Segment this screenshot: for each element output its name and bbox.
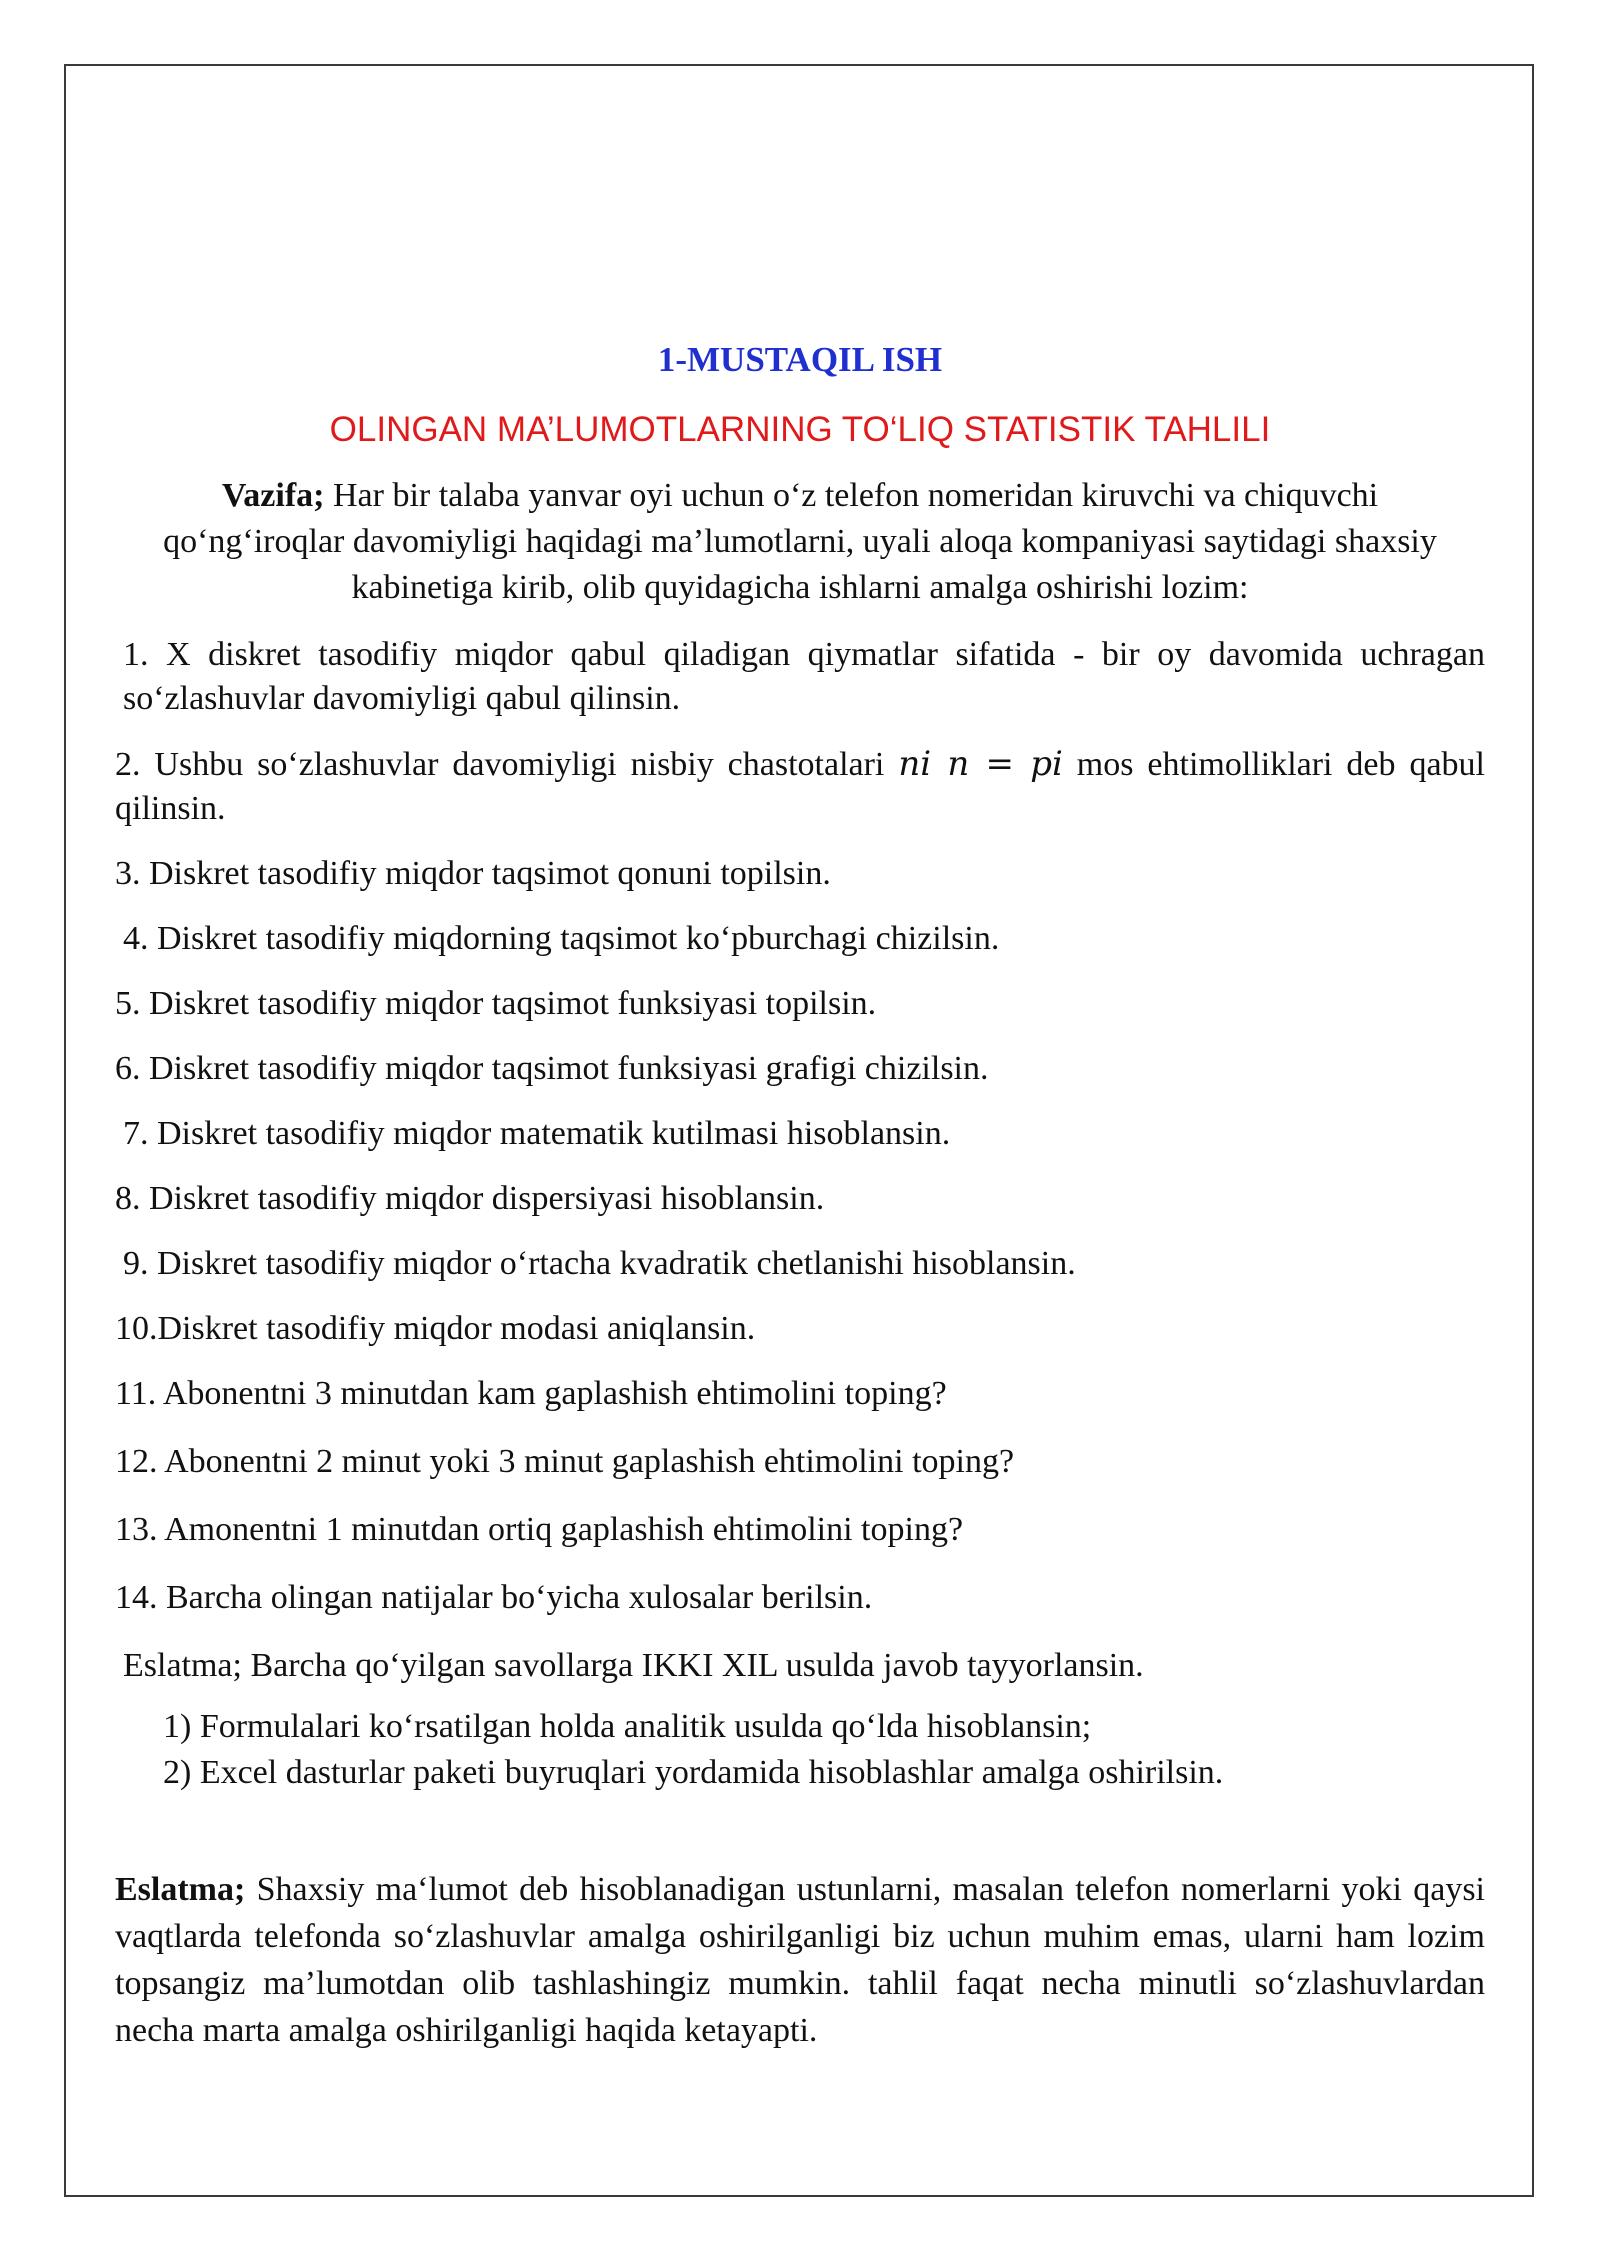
list-item-2	[115, 742, 1485, 831]
formula-pi: pi	[1030, 744, 1063, 784]
list-item-10: 10.Diskret tasodifiy miqdor modasi aniqlansin.	[115, 1310, 756, 1347]
document-subtitle: OLINGAN MA’LUMOTLARNING TO‘LIQ STATISTIK TAHLILI	[329, 410, 1271, 449]
list-item-5: 5. Diskret tasodifiy miqdor taqsimot funksiyasi topilsin.	[115, 985, 877, 1022]
list-item-9: 9. Diskret tasodifiy miqdor o‘rtacha kvadratik chetlanishi hisoblansin.	[123, 1245, 1076, 1282]
list-item-1: 1. X diskret tasodifiy miqdor qabul qiladigan qiymatlar sifatida - bir oy davomida uchragan so‘zlashuvlar davomiyligi qabul qilinsin.	[123, 636, 1485, 717]
method-item-2: 2) Excel dasturlar paketi buyruqlari yordamida hisoblashlar amalga oshirilsin.	[163, 1754, 1224, 1791]
answer-methods-list	[115, 1704, 1485, 1796]
list-item-4: 4. Diskret tasodifiy miqdorning taqsimot ko‘pburchagi chizilsin.	[123, 920, 1000, 957]
reminder-line: Eslatma; Barcha qo‘yilgan savollarga IKKI XIL usulda javob tayyorlansin.	[123, 1647, 1144, 1684]
list-item-13: 13. Amonentni 1 minutdan ortiq gaplashish ehtimolini toping?	[115, 1511, 964, 1548]
note-label: Eslatma;	[115, 1871, 246, 1908]
task-paragraph	[115, 473, 1485, 611]
formula-equals: =	[969, 744, 1031, 784]
method-item-1: 1) Formulalari ko‘rsatilgan holda analitik usulda qo‘lda hisoblansin;	[163, 1708, 1092, 1745]
list-item-14: 14. Barcha olingan natijalar bo‘yicha xulosalar berilsin.	[115, 1579, 873, 1616]
list-item-2-text: 2. Ushbu so‘zlashuvlar davomiyligi nisbiy chastotalari	[115, 746, 885, 783]
list-item-3: 3. Diskret tasodifiy miqdor taqsimot qonuni topilsin.	[115, 855, 831, 892]
task-label: Vazifa;	[221, 477, 325, 514]
list-item-8: 8. Diskret tasodifiy miqdor dispersiyasi hisoblansin.	[115, 1180, 825, 1217]
note-paragraph	[115, 1866, 1485, 2054]
list-item-7: 7. Diskret tasodifiy miqdor matematik kutilmasi hisoblansin.	[123, 1115, 951, 1152]
list-item-12: 12. Abonentni 2 minut yoki 3 minut gaplashish ehtimolini toping?	[115, 1443, 1015, 1480]
note-text: Shaxsiy ma‘lumot deb hisoblanadigan ustunlarni, masalan telefon nomerlarni yoki qaysi vaqtlarda telefonda so‘zlashuvlar amalga oshirilganligi biz uchun muhim emas, ularni ham lozim topsangiz ma’lumotdan olib tashlashingiz mumkin. tahlil faqat necha minutli so‘zlashuvlardan necha marta amalga oshirilganligi haqida ketayapti.	[115, 1871, 1485, 2049]
list-item-2-tail: mos ehtimolliklari deb qabul qilinsin.	[115, 746, 1485, 827]
formula-ni-n: ni n	[898, 744, 970, 784]
document-title: 1-MUSTAQIL ISH	[657, 340, 943, 379]
list-item-11: 11. Abonentni 3 minutdan kam gaplashish ehtimolini toping?	[115, 1375, 947, 1412]
list-item-6: 6. Diskret tasodifiy miqdor taqsimot funksiyasi grafigi chizilsin.	[115, 1050, 989, 1087]
task-text: Har bir talaba yanvar oyi uchun o‘z telefon nomeridan kiruvchi va chiquvchi qo‘ng‘iroqlar davomiyligi haqidagi ma’lumotlarni, uyali aloqa kompaniyasi saytidagi shaxsiy kabinetiga kirib, olib quyidagicha ishlarni amalga oshirishi lozim:	[163, 477, 1437, 606]
document-body	[115, 335, 1485, 2054]
